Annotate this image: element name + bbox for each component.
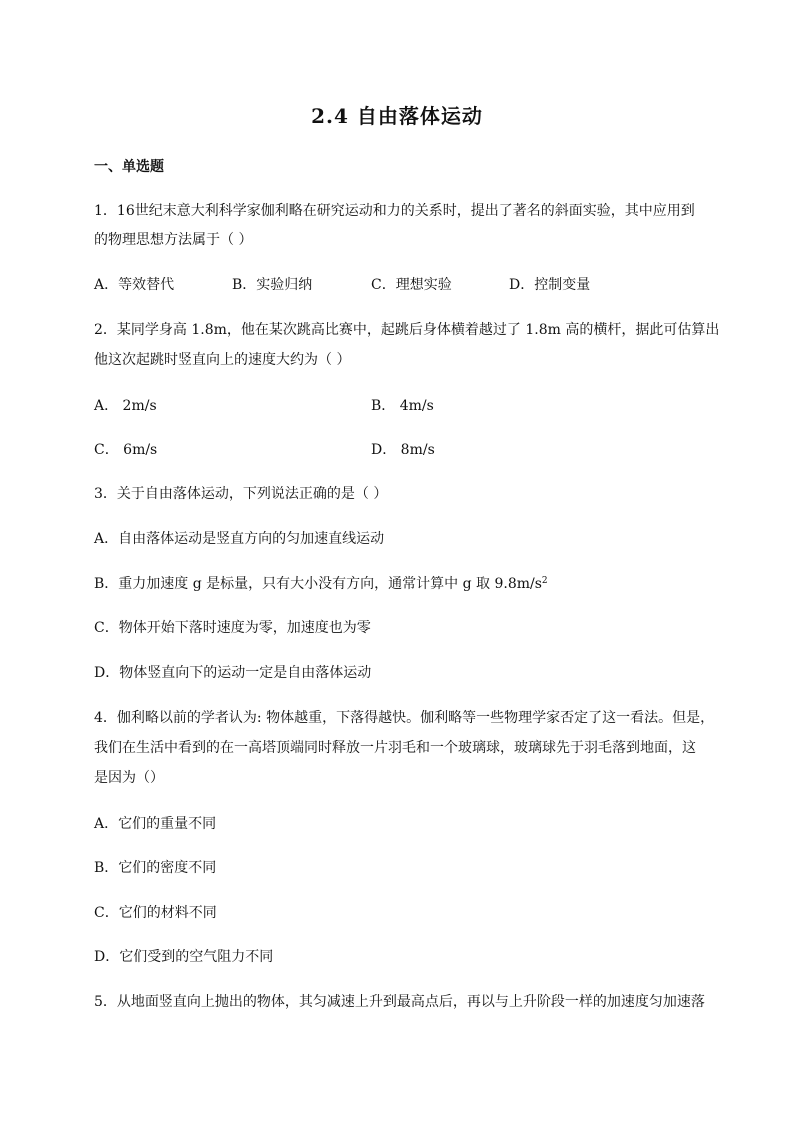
question-2-option-a: A． 2m/s xyxy=(94,398,157,414)
question-4-option-a: A．它们的重量不同 xyxy=(94,816,217,832)
question-4-option-c: C．它们的材料不同 xyxy=(94,905,217,921)
section-heading: 一、单选题 xyxy=(94,159,164,175)
document-title: 2.4 自由落体运动 xyxy=(311,104,483,128)
question-4-stem-line-3: 是因为（） xyxy=(94,770,164,786)
question-1-option-c: C．理想实验 xyxy=(371,277,452,293)
question-3-option-a: A．自由落体运动是竖直方向的匀加速直线运动 xyxy=(94,531,385,547)
question-2-stem-line-2: 他这次起跳时竖直向上的速度大约为（ ） xyxy=(94,352,351,368)
question-3-option-c: C．物体开始下落时速度为零，加速度也为零 xyxy=(94,620,371,636)
question-2-stem-line-1: 2．某同学身高 1.8m，他在某次跳高比赛中，起跳后身体横着越过了 1.8m 高的横杆，据此可估算出 xyxy=(94,322,720,338)
question-3-option-b-text: B．重力加速度 g 是标量，只有大小没有方向，通常计算中 g 取 9.8m/s xyxy=(94,576,542,592)
question-2-option-b: B． 4m/s xyxy=(371,398,434,414)
question-1-option-d: D．控制变量 xyxy=(509,277,591,293)
question-4-option-d: D．它们受到的空气阻力不同 xyxy=(94,949,274,965)
question-4-stem-line-2: 我们在生活中看到的在一高塔顶端同时释放一片羽毛和一个玻璃球，玻璃球先于羽毛落到地面，这 xyxy=(94,740,696,756)
question-1-stem-line-2: 的物理思想方法属于（ ） xyxy=(94,232,253,248)
question-1-stem-line-1: 1．16世纪末意大利科学家伽利略在研究运动和力的关系时，提出了著名的斜面实验，其中应用到 xyxy=(94,203,695,219)
question-3-option-d: D．物体竖直向下的运动一定是自由落体运动 xyxy=(94,665,372,681)
question-4-stem-line-1: 4．伽利略以前的学者认为: 物体越重，下落得越快。伽利略等一些物理学家否定了这一看法。但是， xyxy=(94,710,715,726)
question-2-option-c: C． 6m/s xyxy=(94,442,158,458)
question-1-option-b: B．实验归纳 xyxy=(232,277,313,293)
question-3-option-b xyxy=(94,574,714,594)
question-3-stem: 3．关于自由落体运动，下列说法正确的是（ ） xyxy=(94,486,388,502)
question-1-option-a: A．等效替代 xyxy=(94,277,175,293)
exponent: 2 xyxy=(541,576,548,586)
question-2-option-d: D． 8m/s xyxy=(371,442,435,458)
question-5-stem-line-1: 5．从地面竖直向上抛出的物体，其匀减速上升到最高点后，再以与上升阶段一样的加速度匀加速落 xyxy=(94,994,705,1010)
question-4-option-b: B．它们的密度不同 xyxy=(94,860,217,876)
